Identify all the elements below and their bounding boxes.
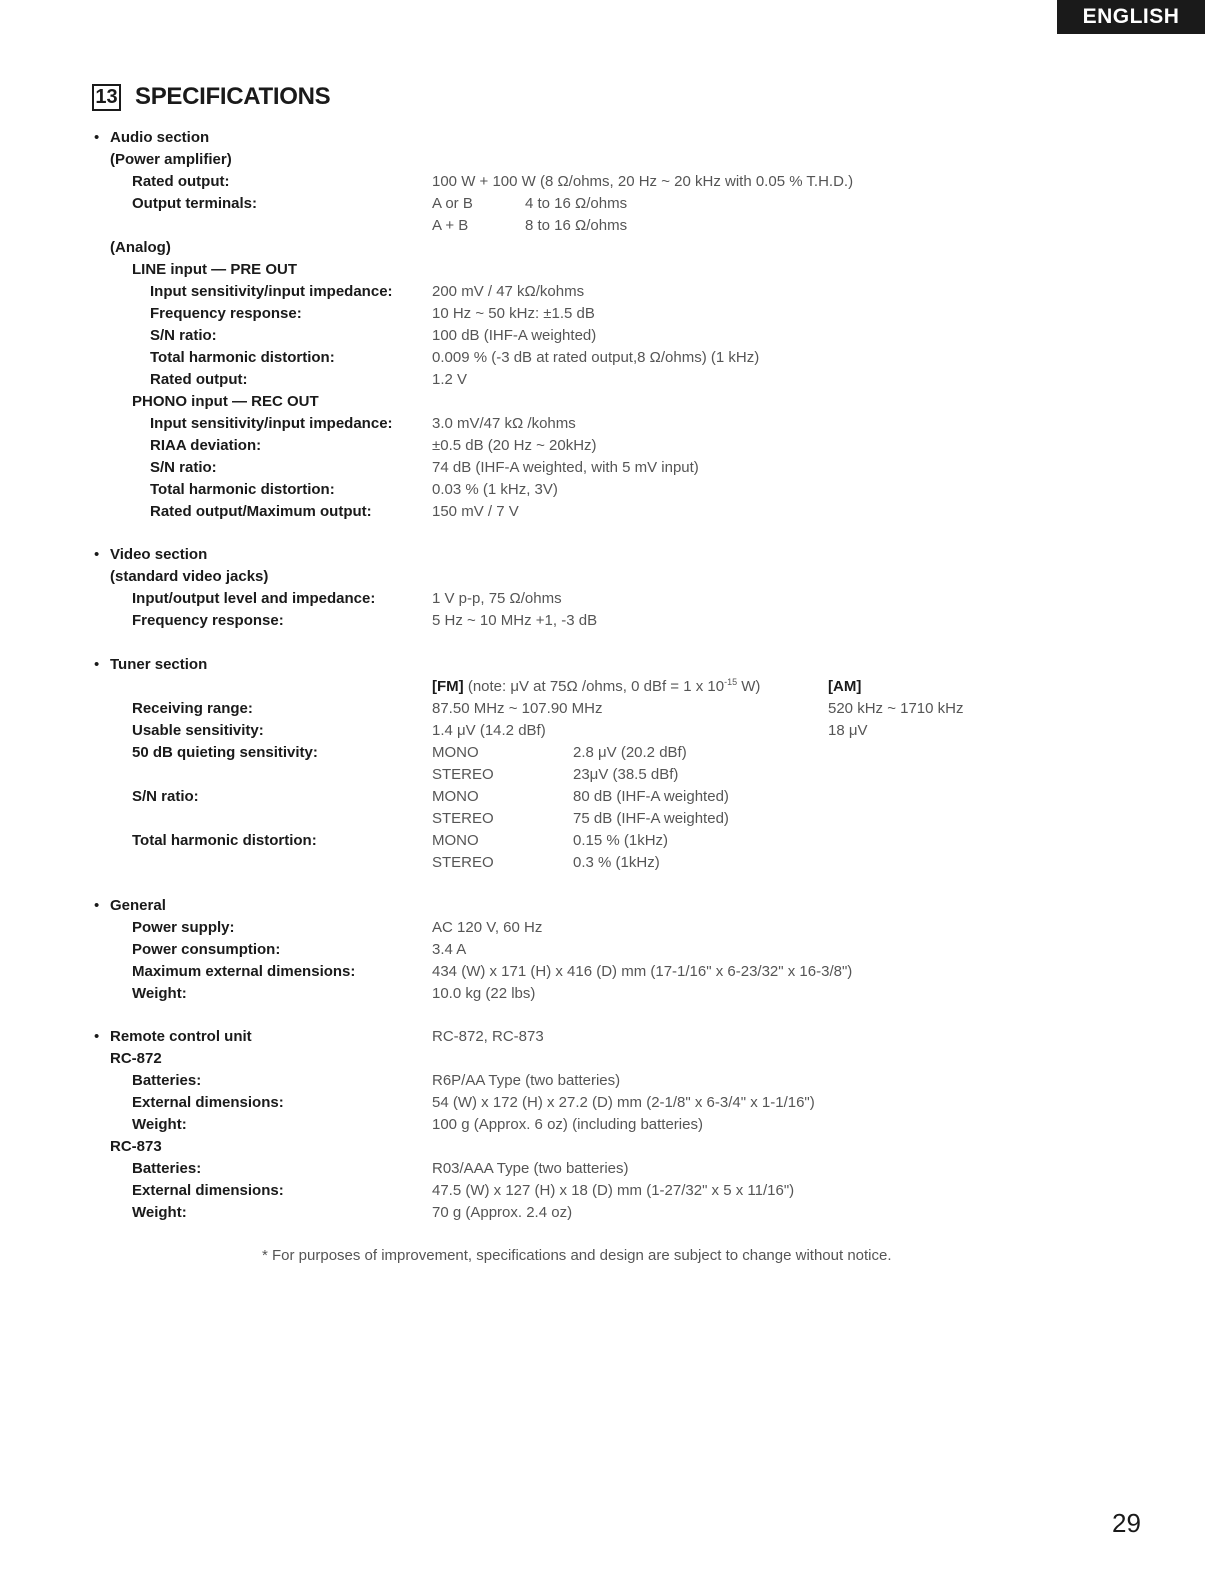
spec-value: R6P/AA Type (two batteries) xyxy=(432,1072,621,1089)
tuner-section-title: Tuner section xyxy=(110,656,208,673)
spec-value: 100 g (Approx. 6 oz) (including batteries) xyxy=(432,1116,703,1133)
spec-label: Rated output: xyxy=(150,371,248,388)
audio-section-title: Audio section xyxy=(110,129,210,146)
bullet-icon: • xyxy=(94,129,100,146)
mode-label: MONO xyxy=(432,832,479,849)
terminal-value: 8 to 16 Ω/ohms xyxy=(525,217,628,234)
spec-label: External dimensions: xyxy=(132,1182,284,1199)
spec-label: Total harmonic distortion: xyxy=(132,832,317,849)
phono-input-heading: PHONO input — REC OUT xyxy=(132,393,319,410)
general-section-title: General xyxy=(110,897,166,914)
spec-value: 3.0 mV/47 kΩ /kohms xyxy=(432,415,576,432)
bullet-icon: • xyxy=(94,656,100,673)
spec-label: Power supply: xyxy=(132,919,235,936)
spec-label: Total harmonic distortion: xyxy=(150,481,335,498)
fm-note-tail: W) xyxy=(737,678,761,695)
page-title: SPECIFICATIONS xyxy=(135,83,331,110)
rc873-heading: RC-873 xyxy=(110,1138,162,1155)
spec-value: 100 dB (IHF-A weighted) xyxy=(432,327,597,344)
bullet-icon: • xyxy=(94,897,100,914)
spec-label: Total harmonic distortion: xyxy=(150,349,335,366)
spec-value: 80 dB (IHF-A weighted) xyxy=(573,788,729,805)
line-input-heading: LINE input — PRE OUT xyxy=(132,261,297,278)
terminal-name: A + B xyxy=(432,217,469,234)
power-amp-subtitle: (Power amplifier) xyxy=(110,151,232,168)
spec-value: 0.03 % (1 kHz, 3V) xyxy=(432,481,558,498)
spec-label: S/N ratio: xyxy=(150,327,217,344)
analog-subtitle: (Analog) xyxy=(110,239,171,256)
spec-value: 434 (W) x 171 (H) x 416 (D) mm (17-1/16" x 6-23/32" x 16-3/8") xyxy=(432,963,853,980)
spec-label: Output terminals: xyxy=(132,195,258,212)
spec-label: Weight: xyxy=(132,1116,187,1133)
mode-label: STEREO xyxy=(432,854,494,871)
spec-label: Input/output level and impedance: xyxy=(132,590,376,607)
terminal-value: 4 to 16 Ω/ohms xyxy=(525,195,628,212)
mode-label: STEREO xyxy=(432,810,494,827)
spec-value: 2.8 μV (20.2 dBf) xyxy=(573,744,687,761)
spec-label: Power consumption: xyxy=(132,941,281,958)
spec-value: 10 Hz ~ 50 kHz: ±1.5 dB xyxy=(432,305,595,322)
spec-label: S/N ratio: xyxy=(150,459,217,476)
am-label: [AM] xyxy=(828,678,862,695)
spec-label: Batteries: xyxy=(132,1160,202,1177)
spec-label: Frequency response: xyxy=(132,612,284,629)
spec-value-fm: 87.50 MHz ~ 107.90 MHz xyxy=(432,700,603,717)
spec-value-am: 520 kHz ~ 1710 kHz xyxy=(828,700,964,717)
rc872-heading: RC-872 xyxy=(110,1050,162,1067)
spec-label: S/N ratio: xyxy=(132,788,199,805)
bullet-icon: • xyxy=(94,1028,100,1045)
spec-value: 3.4 A xyxy=(432,941,467,958)
bullet-icon: • xyxy=(94,546,100,563)
spec-label: Input sensitivity/input impedance: xyxy=(150,415,393,432)
spec-value: 100 W + 100 W (8 Ω/ohms, 20 Hz ~ 20 kHz with 0.05 % T.H.D.) xyxy=(432,173,854,190)
spec-value: 150 mV / 7 V xyxy=(432,503,519,520)
spec-value: 0.3 % (1kHz) xyxy=(573,854,660,871)
spec-label: Usable sensitivity: xyxy=(132,722,264,739)
spec-value: 1.2 V xyxy=(432,371,468,388)
spec-value: RC-872, RC-873 xyxy=(432,1028,544,1045)
spec-label: Receiving range: xyxy=(132,700,253,717)
spec-label: Input sensitivity/input impedance: xyxy=(150,283,393,300)
spec-value: ±0.5 dB (20 Hz ~ 20kHz) xyxy=(432,437,597,454)
spec-label: External dimensions: xyxy=(132,1094,284,1111)
spec-label: RIAA deviation: xyxy=(150,437,262,454)
spec-value: 0.009 % (-3 dB at rated output,8 Ω/ohms) (1 kHz) xyxy=(432,349,760,366)
spec-value: R03/AAA Type (two batteries) xyxy=(432,1160,629,1177)
spec-value: 75 dB (IHF-A weighted) xyxy=(573,810,729,827)
video-subtitle: (standard video jacks) xyxy=(110,568,269,585)
fm-note-exponent: -15 xyxy=(724,677,738,687)
language-tab: ENGLISH xyxy=(1057,0,1205,34)
spec-label: 50 dB quieting sensitivity: xyxy=(132,744,318,761)
spec-value: 5 Hz ~ 10 MHz +1, -3 dB xyxy=(432,612,598,629)
page-number: 29 xyxy=(1112,1508,1141,1538)
spec-label: Weight: xyxy=(132,985,187,1002)
spec-label: Batteries: xyxy=(132,1072,202,1089)
section-number: 13 xyxy=(92,84,121,111)
spec-value: 23μV (38.5 dBf) xyxy=(573,766,679,783)
spec-value: 54 (W) x 172 (H) x 27.2 (D) mm (2-1/8" x 6-3/4" x 1-1/16") xyxy=(432,1094,815,1111)
spec-label: Frequency response: xyxy=(150,305,302,322)
spec-value: 47.5 (W) x 127 (H) x 18 (D) mm (1-27/32" x 5 x 11/16") xyxy=(432,1182,795,1199)
spec-label: Rated output/Maximum output: xyxy=(150,503,372,520)
footnote: * For purposes of improvement, specifications and design are subject to change without notice. xyxy=(262,1247,892,1264)
spec-value: 70 g (Approx. 2.4 oz) xyxy=(432,1204,573,1221)
mode-label: MONO xyxy=(432,744,479,761)
mode-label: MONO xyxy=(432,788,479,805)
spec-value: 200 mV / 47 kΩ/kohms xyxy=(432,283,585,300)
section-heading xyxy=(92,82,330,112)
terminal-name: A or B xyxy=(432,195,473,212)
remote-section-title: Remote control unit xyxy=(110,1028,252,1045)
fm-label: [FM] xyxy=(432,678,464,695)
spec-value-am: 18 μV xyxy=(828,722,868,739)
spec-value: AC 120 V, 60 Hz xyxy=(432,919,543,936)
spec-value: 74 dB (IHF-A weighted, with 5 mV input) xyxy=(432,459,699,476)
spec-label: Weight: xyxy=(132,1204,187,1221)
spec-label: Maximum external dimensions: xyxy=(132,963,356,980)
spec-value: 10.0 kg (22 lbs) xyxy=(432,985,536,1002)
fm-header xyxy=(432,676,760,698)
spec-value-fm: 1.4 μV (14.2 dBf) xyxy=(432,722,546,739)
mode-label: STEREO xyxy=(432,766,494,783)
spec-value: 1 V p-p, 75 Ω/ohms xyxy=(432,590,562,607)
video-section-title: Video section xyxy=(110,546,208,563)
spec-label: Rated output: xyxy=(132,173,230,190)
spec-value: 0.15 % (1kHz) xyxy=(573,832,669,849)
fm-note: (note: μV at 75Ω /ohms, 0 dBf = 1 x 10 xyxy=(467,678,725,695)
